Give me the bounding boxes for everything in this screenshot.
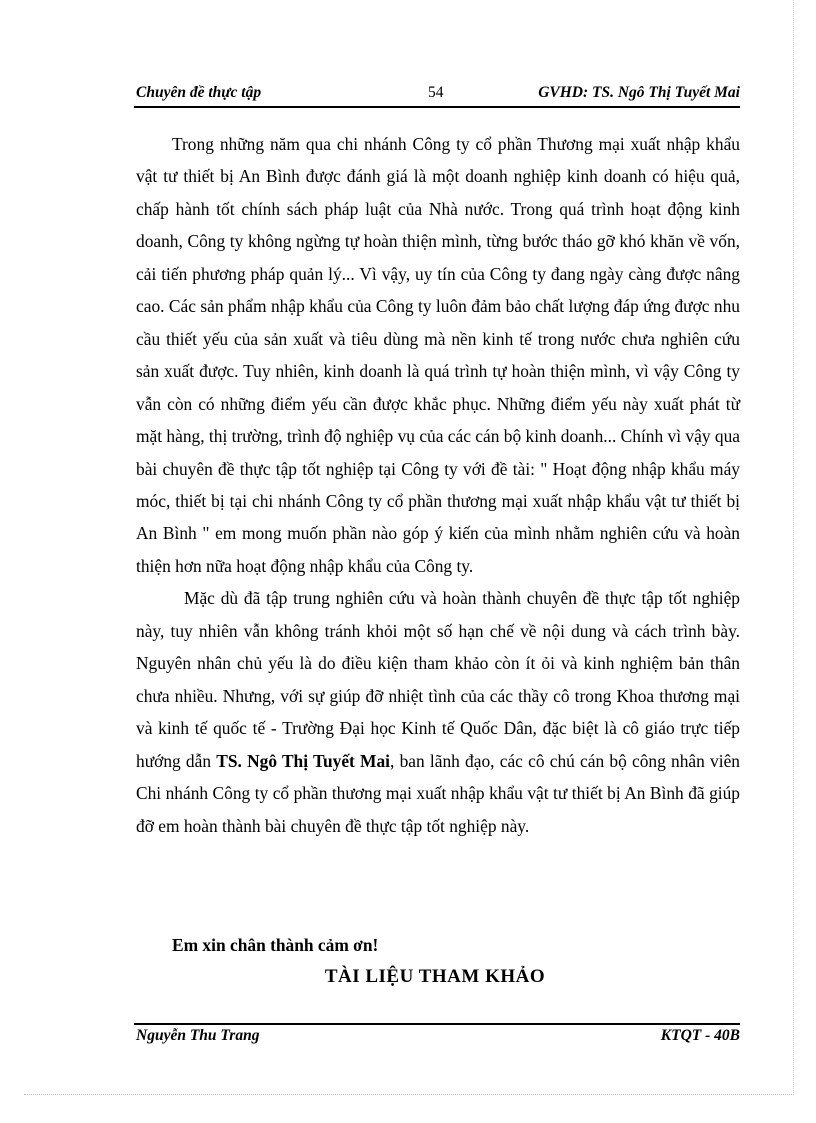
supervisor-name: TS. Ngô Thị Tuyết Mai xyxy=(216,750,390,771)
page-header xyxy=(136,84,740,108)
header-supervisor: GVHD: TS. Ngô Thị Tuyết Mai xyxy=(538,84,740,101)
paragraph-2-end: , ban lãnh đạo, các cô chú cán bộ công nhân viên Chi nhánh Công ty cổ phần thương mại xuất nhập khẩu vật tư thiết bị An Bình đã giúp đỡ em hoàn thành bài chuyên đề thực tập tốt nghiệp này. xyxy=(136,750,740,836)
footer-divider xyxy=(134,1023,740,1025)
paragraph-2 xyxy=(136,582,740,842)
paragraph-1: Trong những năm qua chi nhánh Công ty cổ phần Thương mại xuất nhập khẩu vật tư thiết bị An Bình được đánh giá là một doanh nghiệp kinh doanh có hiệu quả, chấp hành tốt chính sách pháp luật của Nhà nước. Trong quá trình hoạt động kinh doanh, Công ty không ngừng tự hoàn thiện mình, từng bước tháo gỡ khó khăn về vốn, cải tiến phương pháp quản lý... Vì vậy, uy tín của Công ty đang ngày càng được nâng cao. Các sản phẩm nhập khẩu của Công ty luôn đảm bảo chất lượng đáp ứng được nhu cầu thiết yếu của sản xuất và tiêu dùng mà nền kinh tế trong nước chưa nghiên cứu sản xuất được. Tuy nhiên, kinh doanh là quá trình tự hoàn thiện mình, vì vậy Công ty vẫn còn có những điểm yếu cần được khắc phục. Những điểm yếu này xuất phát từ mặt hàng, thị trường, trình độ nghiệp vụ của các cán bộ kinh doanh... Chính vì vậy qua bài chuyên đề thực tập tốt nghiệp tại Công ty với đề tài: " Hoạt động nhập khẩu máy móc, thiết bị tại chi nhánh Công ty cổ phần thương mại xuất nhập khẩu vật tư thiết bị An Bình " em mong muốn phần nào góp ý kiến của mình nhằm nghiên cứu và hoàn thiện hơn nữa hoạt động nhập khẩu của Công ty. xyxy=(136,134,740,576)
page-number: 54 xyxy=(428,84,444,101)
body-text xyxy=(136,128,740,842)
thanks-line: Em xin chân thành cảm ơn! xyxy=(172,935,379,955)
header-course-title: Chuyên đề thực tập xyxy=(136,84,262,101)
paragraph-2-start: Mặc dù đã tập trung nghiên cứu và hoàn thành chuyên đề thực tập tốt nghiệp này, tuy nhiên vẫn không tránh khỏi một số hạn chế về nội dung và cách trình bày. Nguyên nhân chủ yếu là do điều kiện tham khảo còn ít ỏi và kinh nghiệm bản thân chưa nhiều. Nhưng, với sự giúp đỡ nhiệt tình của các thầy cô trong Khoa thương mại và kinh tế quốc tế - Trường Đại học Kinh tế Quốc Dân, đặc biệt là cô giáo trực tiếp hướng dẫn xyxy=(136,588,740,771)
page-footer xyxy=(136,1027,740,1049)
header-divider xyxy=(134,106,740,108)
page-edge-right xyxy=(793,0,794,1095)
footer-class: KTQT - 40B xyxy=(660,1027,740,1044)
references-heading-text: TÀI LIỆU THAM KHẢO xyxy=(324,966,546,987)
references-heading xyxy=(0,966,816,988)
page-edge-bottom xyxy=(24,1094,794,1095)
footer-author: Nguyễn Thu Trang xyxy=(136,1027,260,1044)
